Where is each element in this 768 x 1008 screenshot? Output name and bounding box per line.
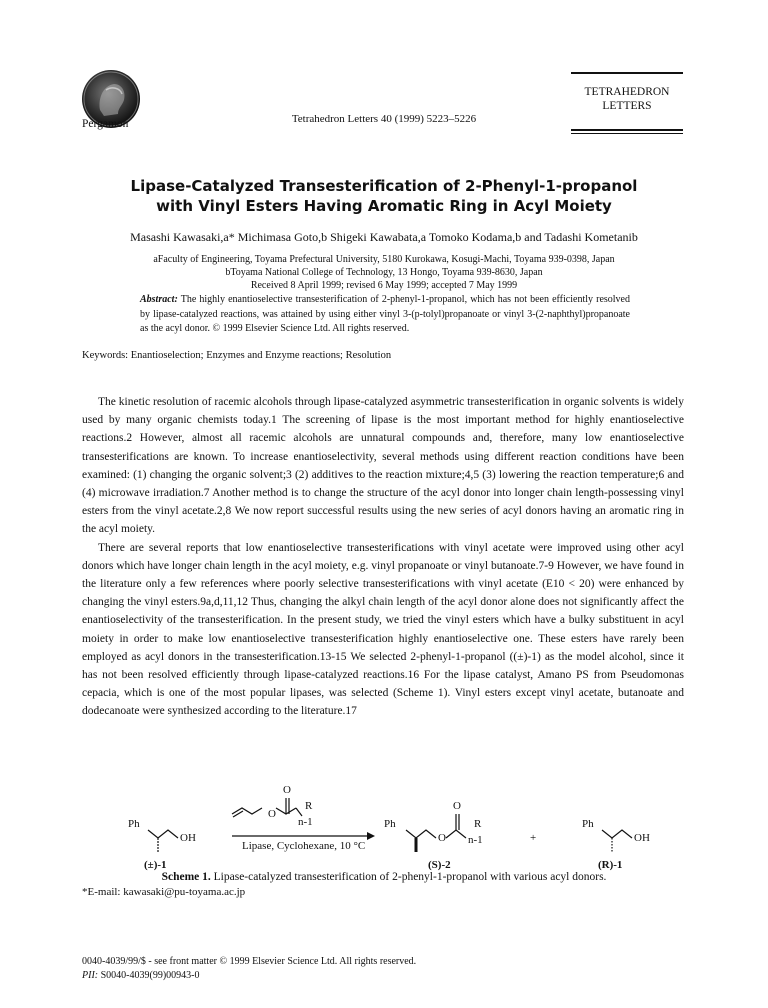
author-list: Masashi Kawasaki,a* Michimasa Goto,b Shigeki Kawabata,a Tomoko Kodama,b and Tadashi Kometanib xyxy=(130,230,638,244)
paragraph: The kinetic resolution of racemic alcohols through lipase-catalyzed asymmetric transesterification in organic solvents is widely used by many organic chemists today.1 The screening of lipase is the most important method for highly enantioselective reactions.2 However, almost all racemic alcohols are unnatural compounds and, therefore, many low enantioselective transesterifications are known. To increase enantioselectivity, several methods using different reaction conditions have been examined: (1) changing the organic solvent;3 (2) additives to the reaction mixture;4,5 (3) lowering the reaction temperature;6 and (4) microwave irradiation.7 Another method is to change the structure of the acyl donor into longer chain length-possessing vinyl esters from the vinyl acetate.2,8 We now report successful results using the new series of acyl donors having an aromatic ring in the acyl moiety. xyxy=(82,396,684,536)
affiliation-a: aFaculty of Engineering, Toyama Prefectural University, 5180 Kurokawa, Kosugi-Machi, Toyama 939-0398, Japan xyxy=(153,254,615,265)
chain-length-label: n-1 xyxy=(468,834,483,846)
paragraph: There are several reports that low enantioselective transesterifications with vinyl acetate were improved using other acyl donors which have longer chain length in the acyl moiety, e.g. vinyl propanoate or vinyl butanoate.7-9 However, we have found in the literature only a few references where poorly selective transesterifications with vinyl acetate (E10 < 20) were enhanced by changing the vinyl esters.9a,d,11,12 Thus, changing the alkyl chain length of the acyl donor alone does not significantly affect the enantioselectivity of the transesterification. In the present study, we tried the vinyl esters which have a bulky substituent in acyl moiety in order to make low enantioselective transesterification highly enantioselective one. These esters have rarely been employed as acyl donors in the transesterification.13-15 We selected 2-phenyl-1-propanol ((±)-1) as the model alcohol, since it has not been resolved efficiently through lipase-catalyzed reactions.16 For the lipase catalyst, Amano PS from Pseudomonas cepacia, which is one of the most popular lipases, was selected (Scheme 1). Vinyl esters except vinyl acetate, butanoate and dodecanoate were synthesized according to the literature.17 xyxy=(82,541,684,718)
hydroxyl-label: OH xyxy=(634,832,650,844)
ester-oxygen-label: O xyxy=(268,808,276,820)
affiliations xyxy=(0,253,768,292)
header-rule xyxy=(571,129,683,131)
hydroxyl-label: OH xyxy=(180,832,196,844)
received-dates: Received 8 April 1999; revised 6 May 1999; accepted 7 May 1999 xyxy=(250,280,518,291)
pii-label: PII: xyxy=(82,970,99,981)
caption-label: Scheme 1. xyxy=(161,871,211,883)
journal-name xyxy=(571,85,683,113)
title-line: Lipase-Catalyzed Transesterification of 2-Phenyl-1-propanol xyxy=(130,177,638,195)
journal-citation: Tetrahedron Letters 40 (1999) 5223–5226 xyxy=(291,113,477,125)
body-text xyxy=(82,393,684,721)
ester-oxygen-label: O xyxy=(438,832,446,844)
abstract xyxy=(140,293,630,337)
header-rule xyxy=(571,133,683,134)
pii-line xyxy=(82,970,200,981)
r-group-label: R xyxy=(474,818,482,830)
compound-label: (S)-2 xyxy=(428,859,451,871)
phenyl-label: Ph xyxy=(582,818,594,830)
abstract-text: The highly enantioselective transesterification of 2-phenyl-1-propanol, which has not been efficiently resolved by lipase-catalyzed reactions, was attained by using either vinyl 3-(p-tolyl)propanoate or vinyl 3-(2-naphthyl)propanoate as the acyl donor. © 1999 Elsevier Science Ltd. All rights reserved. xyxy=(140,294,630,334)
corresponding-email: *E-mail: kawasaki@pu-toyama.ac.jp xyxy=(82,886,246,898)
abstract-label: Abstract: xyxy=(140,294,178,305)
chain-length-label: n-1 xyxy=(298,816,313,828)
compound-label: (±)-1 xyxy=(144,859,167,871)
carbonyl-oxygen-label: O xyxy=(283,784,291,796)
plus-sign: + xyxy=(530,832,537,844)
affiliation-b: bToyama National College of Technology, 13 Hongo, Toyama 939-8630, Japan xyxy=(225,267,543,278)
journal-name-line1: TETRAHEDRON xyxy=(584,86,670,98)
title-line: with Vinyl Esters Having Aromatic Ring in Acyl Moiety xyxy=(156,197,612,215)
caption-text: Lipase-catalyzed transesterification of 2-phenyl-1-propanol with various acyl donors. xyxy=(213,871,607,883)
pii-value: S0040-4039(99)00943-0 xyxy=(100,970,200,981)
copyright-line: 0040-4039/99/$ - see front matter © 1999 Elsevier Science Ltd. All rights reserved. xyxy=(82,956,417,967)
r-group-label: R xyxy=(305,800,313,812)
publisher-name: Pergamon xyxy=(82,118,129,130)
article-title xyxy=(0,176,768,216)
compound-label: (R)-1 xyxy=(598,859,623,871)
keywords: Keywords: Enantioselection; Enzymes and Enzyme reactions; Resolution xyxy=(82,350,392,361)
scheme-caption xyxy=(0,871,768,883)
scheme-1 xyxy=(82,786,684,876)
carbonyl-oxygen-label: O xyxy=(453,800,461,812)
phenyl-label: Ph xyxy=(128,818,140,830)
reaction-conditions: Lipase, Cyclohexane, 10 °C xyxy=(242,840,366,852)
header-rule xyxy=(571,72,683,74)
scheme-drawing xyxy=(82,786,684,876)
journal-name-line2: LETTERS xyxy=(602,100,652,112)
phenyl-label: Ph xyxy=(384,818,396,830)
